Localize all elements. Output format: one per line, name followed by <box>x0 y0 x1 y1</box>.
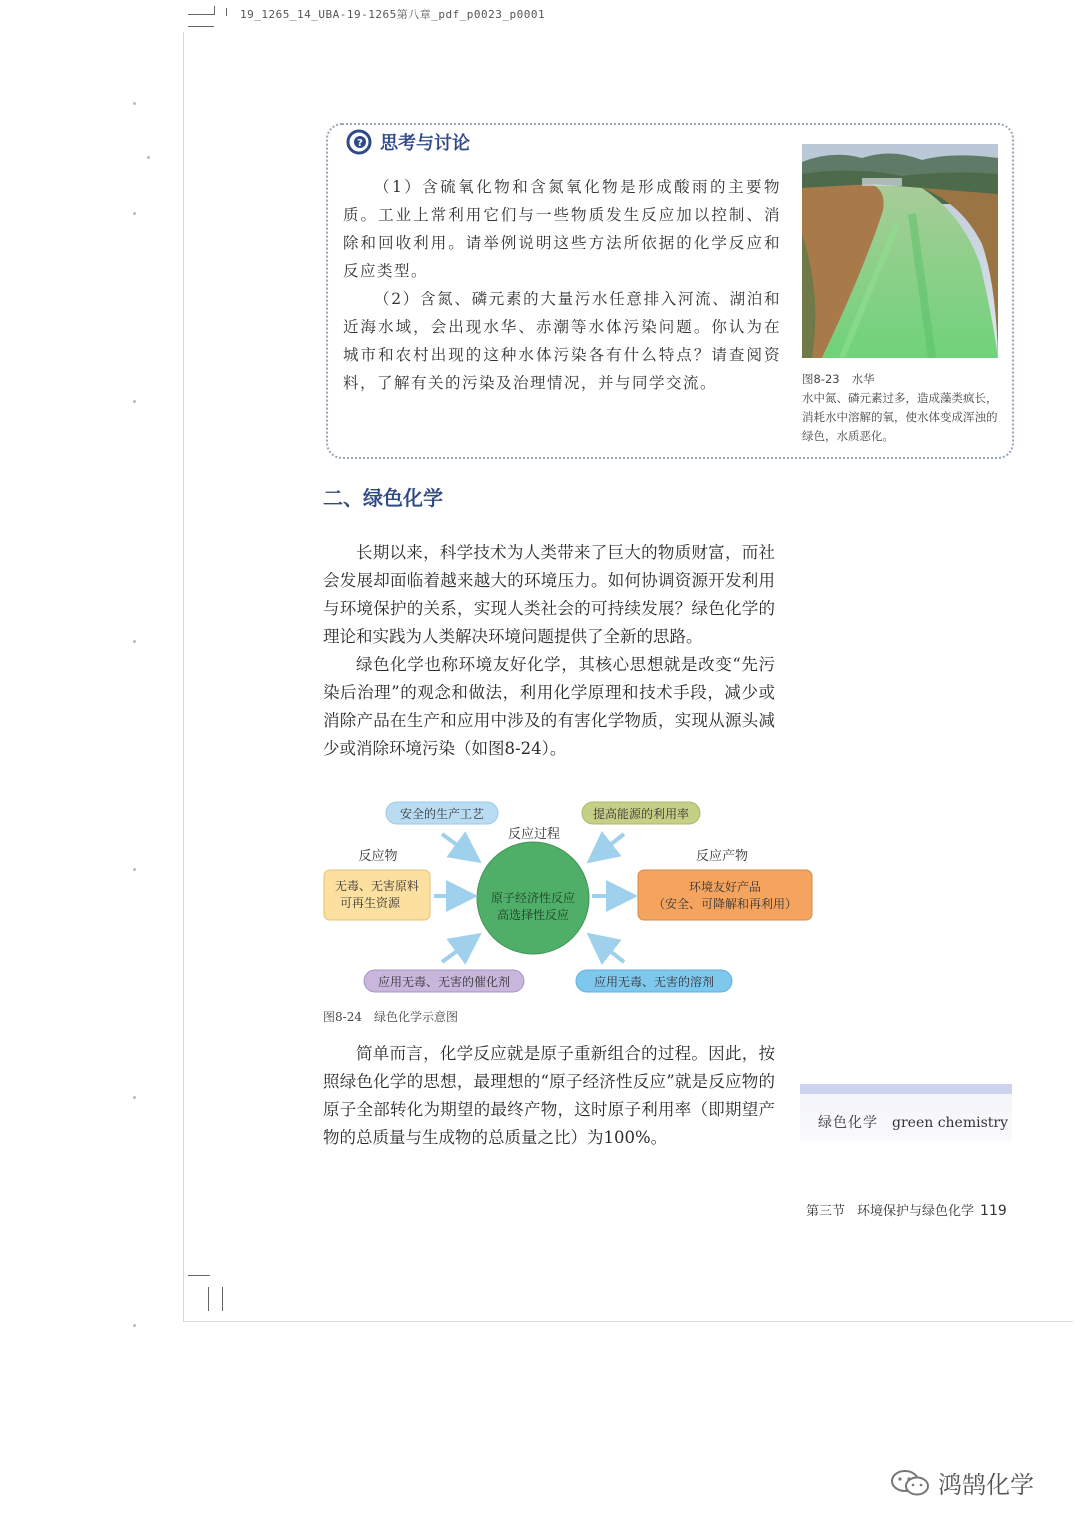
products-box <box>638 870 812 920</box>
margin-dot <box>133 1096 136 1099</box>
body-paragraph-3: 简单而言，化学反应就是原子重新组合的过程。因此，按照绿色化学的思想，最理想的“原子经济性反应”就是反应物的原子全部转化为期望的最终产物，这时原子利用率（即期望产物的总质量与生成物的总质量之比）为100%。 <box>323 1044 775 1147</box>
figure-caption-2 <box>323 1008 458 1025</box>
discussion-paragraph-2: （2）含氮、磷元素的大量污水任意排入河流、湖泊和近海水域，会出现水华、赤潮等水体污染问题。你认为在城市和农村出现的这种水体污染各有什么特点？请查阅资料，了解有关的污染及治理情况，并与同学交流。 <box>343 290 781 392</box>
footer-title: 环境保护与绿色化学 <box>857 1204 975 1219</box>
figure-description: 水中氮、磷元素过多，造成藻类疯长，消耗水中溶解的氧，使水体变成浑浊的绿色，水质恶化。 <box>802 391 998 443</box>
page-number: 119 <box>980 1203 1007 1219</box>
body-paragraph-2: 绿色化学也称环境友好化学，其核心思想就是改变“先污染后治理”的观念和做法，利用化学原理和技术手段，减少或消除产品在生产和应用中涉及的有害化学物质，实现从源头减少或消除环境污染（如图8-24）。 <box>323 655 775 758</box>
keyword-term <box>818 1112 1008 1132</box>
crop-mark <box>214 6 215 15</box>
discussion-paragraph-1: （1）含硫氧化物和含氮氧化物是形成酸雨的主要物质。工业上常利用它们与一些物质发生反应加以控制、消除和回收利用。请举例说明这些方法所依据的化学反应和反应类型。 <box>343 178 781 280</box>
pill-energy-efficiency-label: 提高能源的利用率 <box>592 807 690 821</box>
label-products: 反应产物 <box>695 849 749 864</box>
center-line-1: 原子经济性反应 <box>490 891 576 905</box>
crop-mark <box>188 26 214 27</box>
body-text-top <box>323 539 775 763</box>
pill-catalyst-label: 应用无毒、无害的催化剂 <box>377 975 511 989</box>
crop-mark <box>188 1275 210 1276</box>
discussion-text <box>343 173 781 397</box>
products-line-1: 环境友好产品 <box>688 880 762 894</box>
watermark-text: 鸿鹄化学 <box>938 1471 1034 1499</box>
margin-dot <box>133 212 136 215</box>
label-reactants: 反应物 <box>358 849 398 864</box>
figure-title: 水华 <box>851 372 875 386</box>
crop-mark <box>208 1287 209 1311</box>
label-reaction-process: 反应过程 <box>507 827 561 842</box>
center-line-2: 高选择性反应 <box>496 908 570 922</box>
body-text-bottom <box>323 1040 775 1152</box>
page-footer <box>806 1200 1007 1219</box>
wechat-icon <box>890 1468 932 1498</box>
arrow-top-right <box>596 834 624 856</box>
figure-title-2: 绿色化学示意图 <box>373 1010 458 1024</box>
reactants-box <box>324 870 430 920</box>
keyword-zh: 绿色化学 <box>818 1115 878 1131</box>
footer-chapter: 第三节 <box>806 1204 846 1219</box>
algae-bloom-photo <box>802 144 998 358</box>
products-line-2: （安全、可降解和再利用） <box>652 897 798 911</box>
watermark <box>890 1465 1034 1500</box>
green-chemistry-diagram <box>320 800 820 1000</box>
margin-dot <box>133 400 136 403</box>
figure-caption <box>802 370 1000 446</box>
discussion-icon <box>346 128 374 156</box>
arrow-bottom-right <box>596 940 624 962</box>
crop-mark <box>226 8 227 16</box>
file-label: 19_1265_14_UBA-19-1265第八章_pdf_p0023_p0001 <box>240 8 546 21</box>
body-paragraph-1: 长期以来，科学技术为人类带来了巨大的物质财富，而社会发展却面临着越来越大的环境压力。如何协调资源开发利用与环境保护的关系，实现人类社会的可持续发展？绿色化学的理论和实践为人类解决环境问题提供了全新的思路。 <box>323 543 775 646</box>
margin-dot <box>147 156 150 159</box>
reactants-line-1: 无毒、无害原料 <box>334 879 420 893</box>
pill-solvent-label: 应用无毒、无害的溶剂 <box>593 975 715 989</box>
crop-mark <box>188 14 214 15</box>
figure-number-2: 图8-24 <box>323 1010 362 1024</box>
discussion-header <box>346 128 470 156</box>
crop-mark <box>222 1287 223 1311</box>
page-bottom-edge <box>183 1321 1073 1322</box>
margin-dot <box>133 102 136 105</box>
pill-safe-process-label: 安全的生产工艺 <box>399 807 485 821</box>
arrow-bottom-left <box>442 940 472 962</box>
margin-dot <box>133 640 136 643</box>
reactants-line-2: 可再生资源 <box>339 896 401 910</box>
arrow-top-left <box>442 834 472 856</box>
svg-text:?: ? <box>357 138 363 149</box>
margin-dot <box>133 868 136 871</box>
figure-number: 图8-23 <box>802 372 840 386</box>
margin-dot <box>133 1324 136 1327</box>
page-edge <box>183 32 184 1322</box>
section-heading: 二、绿色化学 <box>323 486 443 510</box>
keyword-en: green chemistry <box>892 1115 1008 1131</box>
discussion-title: 思考与讨论 <box>380 133 470 154</box>
